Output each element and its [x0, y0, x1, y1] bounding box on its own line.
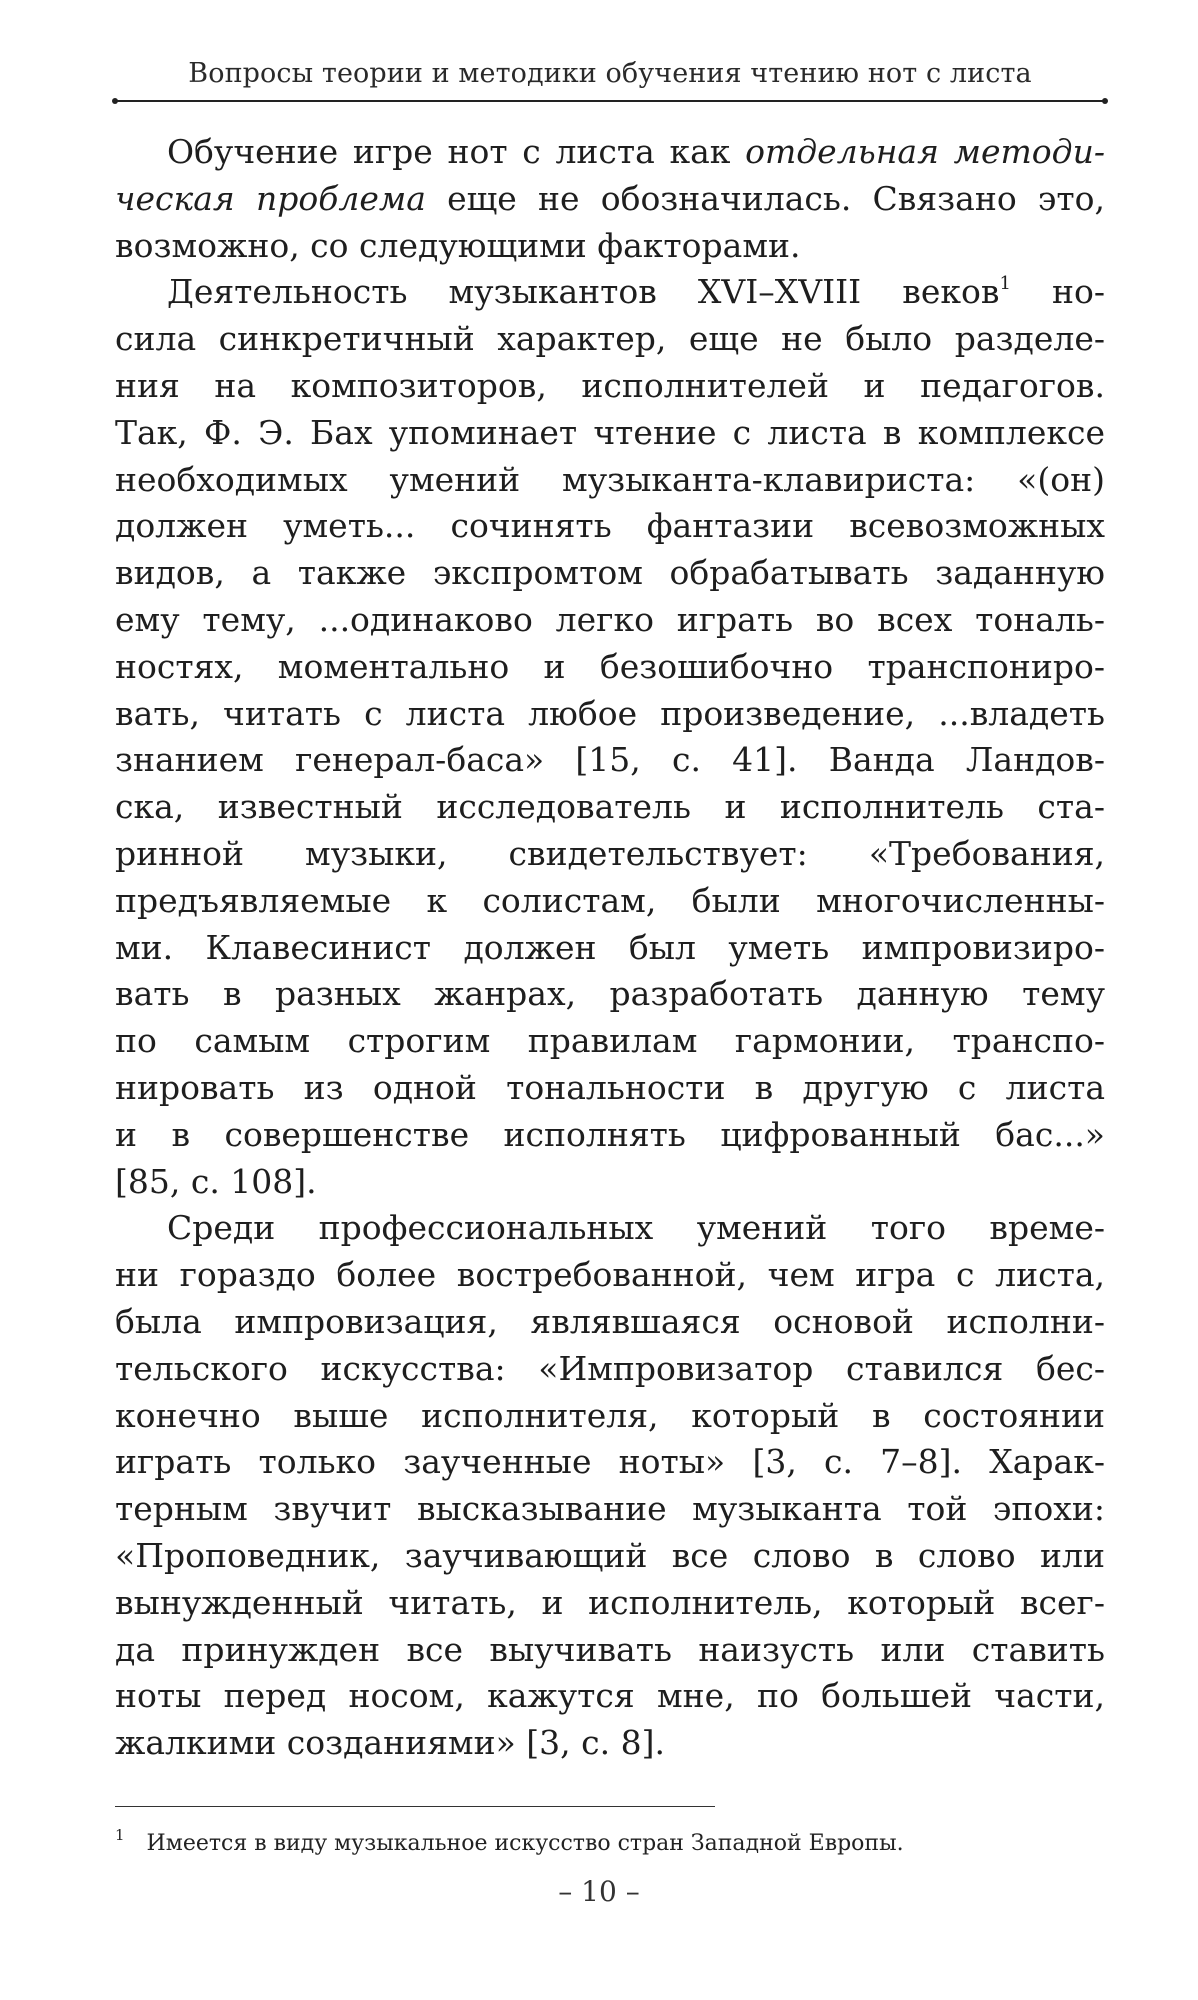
text-line [115, 176, 1105, 223]
text-line [115, 1299, 1105, 1346]
text-line [115, 316, 1105, 363]
line-text: ему тему, ...одинаково легко играть во всех тональ- [115, 599, 1105, 639]
text-line [115, 1159, 1105, 1206]
line-text: ми. Клавесинист должен был уметь импровизиро- [115, 927, 1105, 967]
line-text: ринной музыки, свидетельствует: «Требования, [115, 833, 1105, 873]
line-text: по самым строгим правилам гармонии, транспо- [115, 1021, 1105, 1061]
text-line [115, 1627, 1105, 1674]
text-line [115, 503, 1105, 550]
text-line [115, 363, 1105, 410]
line-text: вать в разных жанрах, разработать данную тему [115, 974, 1105, 1014]
text-line [115, 1252, 1105, 1299]
line-text: [85, с. 108]. [115, 1161, 317, 1201]
line-italic: ческая проблема [115, 178, 426, 218]
running-header: Вопросы теории и методики обучения чтению нот с листа [188, 58, 1032, 89]
line-text: ностях, моментально и безошибочно транспониро- [115, 646, 1105, 686]
line-pre: Деятельность музыкантов XVI–XVIII веков [167, 272, 1000, 312]
line-text: да принужден все выучивать наизусть или ставить [115, 1629, 1105, 1669]
line-post: еще не обозначилась. Связано это, [425, 178, 1105, 218]
line-text: играть только заученные ноты» [3, с. 7–8]. Харак- [115, 1442, 1105, 1482]
line-text: вынужденный читать, и исполнитель, который всег- [115, 1582, 1105, 1622]
line-text: необходимых умений музыканта-клавириста: «(он) [115, 459, 1105, 499]
text-line [115, 410, 1105, 457]
line-pre: Обучение игре нот с листа как [167, 132, 746, 171]
line-text: предъявляемые к солистам, были многочисленны- [115, 880, 1105, 920]
text-line [115, 1346, 1105, 1393]
text-line [115, 737, 1105, 784]
text-line [115, 1018, 1105, 1065]
line-text: видов, а также экспромтом обрабатывать заданную [115, 553, 1105, 593]
text-line [115, 1205, 1105, 1252]
line-text: вать, читать с листа любое произведение, ...владеть [115, 693, 1105, 733]
text-line [115, 269, 1105, 316]
line-text: ния на композиторов, исполнителей и педагогов. [115, 365, 1105, 405]
text-line [115, 597, 1105, 644]
text-line [115, 550, 1105, 597]
line-text: тельского искусства: «Импровизатор ставился бес- [115, 1348, 1105, 1388]
text-line [115, 457, 1105, 504]
text-line [115, 1580, 1105, 1627]
text-line [115, 831, 1105, 878]
footnote-mark: 1 [115, 1826, 125, 1844]
line-text: Среди профессиональных умений того време- [167, 1208, 1105, 1248]
line-text: знанием генерал-баса» [15, с. 41]. Ванда Ландов- [115, 740, 1105, 780]
line-text: должен уметь... сочинять фантазии всевозможных [115, 506, 1105, 546]
text-line [115, 1112, 1105, 1159]
text-line [115, 1673, 1105, 1720]
line-text: «Проповедник, заучивающий все слово в слово или [115, 1535, 1105, 1575]
text-line [115, 223, 1105, 270]
line-text: конечно выше исполнителя, который в состоянии [115, 1395, 1105, 1435]
line-text: Так, Ф. Э. Бах упоминает чтение с листа в комплексе [115, 412, 1105, 452]
text-line [115, 878, 1105, 925]
text-line [115, 784, 1105, 831]
text-line [115, 644, 1105, 691]
line-italic: отдельная методи- [745, 132, 1105, 171]
page-number: – 10 – [558, 1875, 640, 1908]
line-text: ска, известный исследователь и исполнитель ста- [115, 787, 1105, 827]
footnote [115, 1826, 1105, 1856]
line-text: возможно, со следующими факторами. [115, 225, 801, 265]
line-text: ноты перед носом, кажутся мне, по большей части, [115, 1676, 1105, 1716]
header-rule [115, 100, 1105, 102]
text-line [115, 1720, 1105, 1767]
footnote-rule [115, 1806, 715, 1807]
text-line [115, 1393, 1105, 1440]
text-line [115, 1065, 1105, 1112]
line-text: нировать из одной тональности в другую с листа [115, 1067, 1105, 1107]
line-text: ни гораздо более востребованной, чем игра с листа, [115, 1255, 1105, 1295]
text-line [115, 1439, 1105, 1486]
line-text: жалкими созданиями» [3, с. 8]. [115, 1723, 665, 1763]
line-sup: 1 [999, 273, 1011, 295]
line-text: и в совершенстве исполнять цифрованный бас...» [115, 1114, 1105, 1154]
text-line [115, 1533, 1105, 1580]
body-text [115, 129, 1105, 1767]
text-line [115, 691, 1105, 738]
text-line [115, 971, 1105, 1018]
line-text: сила синкретичный характер, еще не было разделе- [115, 319, 1105, 359]
text-line [115, 129, 1105, 176]
line-text: терным звучит высказывание музыканта той эпохи: [115, 1489, 1105, 1529]
text-line [115, 925, 1105, 972]
footnote-text: Имеется в виду музыкальное искусство стран Западной Европы. [146, 1831, 904, 1856]
line-post: но- [1010, 272, 1105, 312]
line-text: была импровизация, являвшаяся основой исполни- [115, 1301, 1105, 1341]
text-line [115, 1486, 1105, 1533]
